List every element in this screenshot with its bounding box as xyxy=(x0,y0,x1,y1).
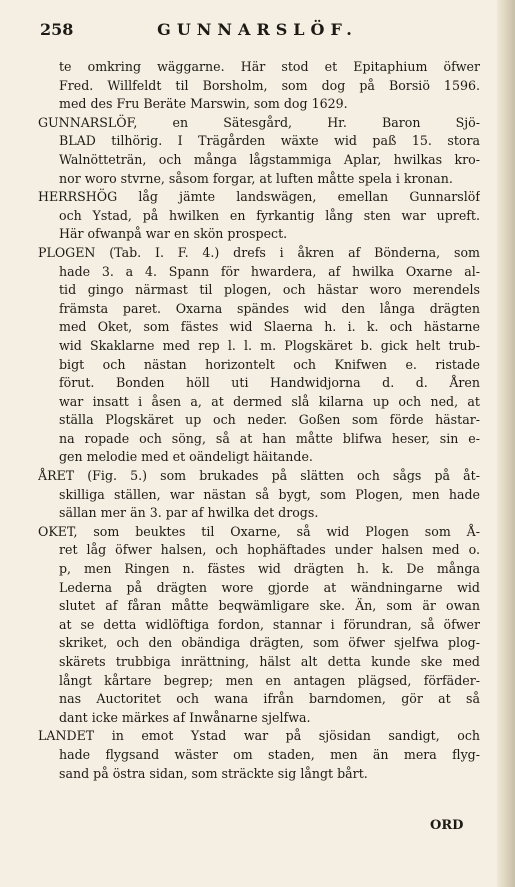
catchword: ORD xyxy=(430,818,464,833)
text-line: nor woro stvrne, såsom forgar, at luften måtte spela i kronan. xyxy=(59,170,453,186)
text-line: BLAD tilhörig. I Trägården wäxte wid paß 15. stora xyxy=(59,133,480,149)
text-line: p, men Ringen n. fästes wid drägten h. k. De många xyxy=(59,561,480,577)
running-head: GUNNARSLÖF. xyxy=(157,20,358,39)
text-line: skriket, och den obändiga drägten, som öfwer sjelfwa plog- xyxy=(59,635,480,651)
text-line: hade flygsand wäster om staden, men än mera flyg- xyxy=(59,746,480,762)
text-line: bigt och nästan horizontelt och Knifwen e. ristade xyxy=(59,356,480,372)
text-line: ställa Plogskäret up och neder. Goßen som förde hästar- xyxy=(59,412,480,428)
text-line: hade 3. a 4. Spann för hwardera, af hwilka Oxarne al- xyxy=(59,263,480,279)
text-line: långt kårtare begrep; men en antagen plägsed, förfäder- xyxy=(59,672,480,688)
page-header xyxy=(40,20,475,48)
page-edge xyxy=(497,0,515,887)
text-line: wid Skaklarne med rep l. l. m. Plogskäret b. gick helt trub- xyxy=(59,337,480,353)
text-line: slutet af fåran måtte beqwämligare ske. Än, som är owan xyxy=(59,598,480,614)
text-line: och Ystad, på hwilken en fyrkantig lång sten war upreft. xyxy=(59,207,480,223)
body-text xyxy=(38,58,480,783)
text-line: na ropade och söng, så at han måtte blifwa heser, sin e- xyxy=(59,430,480,446)
text-line: Walnötteträn, och många lågstammiga Aplar, hwilkas kro- xyxy=(59,151,480,167)
text-line: med des Fru Beräte Marswin, som dog 1629. xyxy=(59,96,348,112)
text-line: gen melodie med et oändeligt häitande. xyxy=(59,449,313,465)
text-line: at se detta widlöftiga fordon, stannar i förundran, så öfwer xyxy=(59,616,480,632)
text-line: OKET, som beuktes til Oxarne, så wid Plogen som Å- xyxy=(38,523,480,539)
text-line: främsta paret. Oxarna spändes wid den långa drägten xyxy=(59,300,480,316)
text-line: ret låg öfwer halsen, och hophäftades under halsen med o. xyxy=(59,542,480,558)
text-line: förut. Bonden höll uti Handwidjorna d. d. Åren xyxy=(59,375,480,391)
text-line: Fred. Willfeldt til Borsholm, som dog på Borsiö 1596. xyxy=(59,77,480,93)
text-line: sällan mer än 3. par af hwilka det drogs. xyxy=(59,505,319,521)
text-line: PLOGEN (Tab. I. F. 4.) drefs i åkren af Bönderna, som xyxy=(38,244,480,260)
text-line: GUNNARSLÖF, en Sätesgård, Hr. Baron Sjö- xyxy=(38,114,480,130)
text-line: Här ofwanpå war en skön prospect. xyxy=(59,226,288,242)
text-line: dant icke märkes af Inwånarne sjelfwa. xyxy=(59,709,311,725)
text-line: war insatt i åsen a, at dermed slå kilarna up och ned, at xyxy=(59,393,480,409)
text-line: tid gingo närmast til plogen, och hästar woro merendels xyxy=(59,282,480,298)
text-line: ÅRET (Fig. 5.) som brukades på slätten och sågs på åt- xyxy=(38,468,480,484)
text-line: nas Auctoritet och wana ifrån barndomen, gör at så xyxy=(59,691,480,707)
text-line: Lederna på drägten wore gjorde at wändningarne wid xyxy=(59,579,480,595)
text-line: sand på östra sidan, som sträckte sig långt bårt. xyxy=(59,765,368,781)
text-line: te omkring wäggarne. Här stod et Epitaphium öfwer xyxy=(59,59,480,74)
text-line: LANDET in emot Ystad war på sjösidan sandigt, och xyxy=(38,728,480,744)
text-line: HERRSHÖG låg jämte landswägen, emellan Gunnarslöf xyxy=(38,189,480,205)
text-line: skärets trubbiga inrättning, hälst alt detta kunde ske med xyxy=(59,654,480,669)
text-line: skilliga ställen, war nästan så bygt, som Plogen, men hade xyxy=(59,486,480,502)
text-line: med Oket, som fästes wid Slaerna h. i. k. och hästarne xyxy=(59,319,480,335)
page-number: 258 xyxy=(40,20,74,39)
